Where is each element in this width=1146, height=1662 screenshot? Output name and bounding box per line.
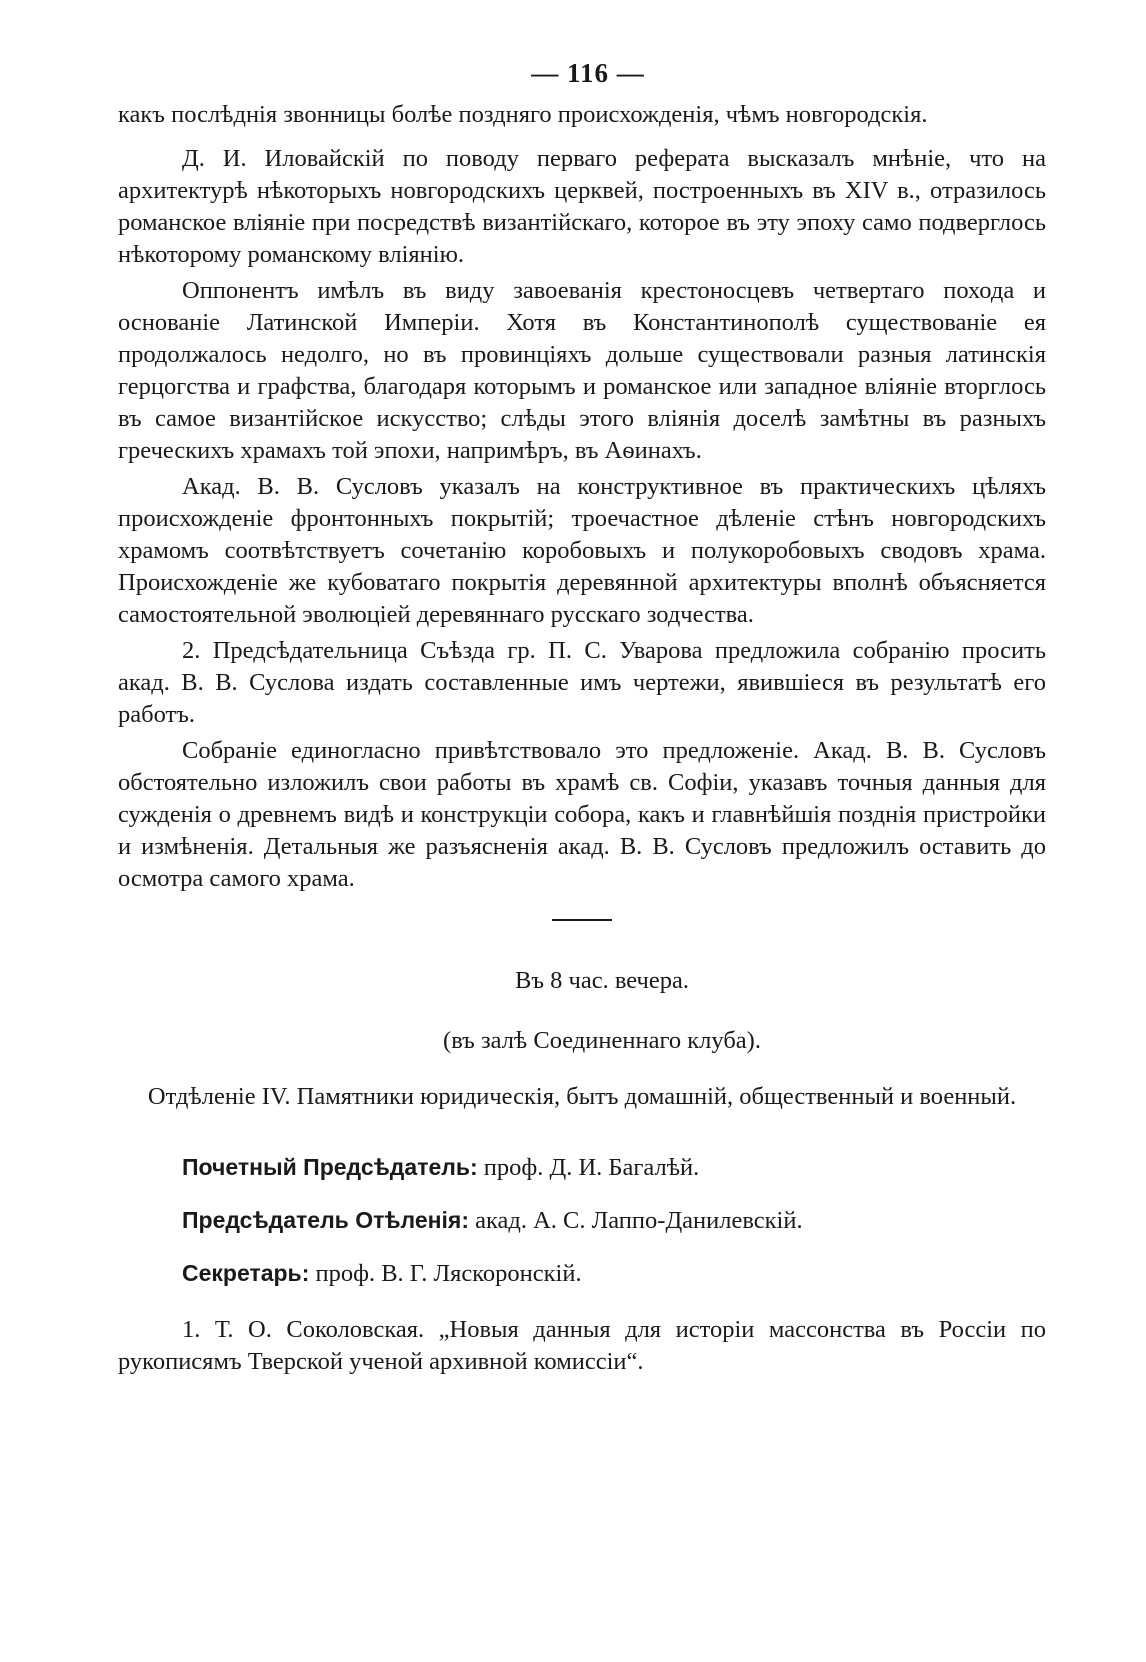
paragraph-opponent: Оппонентъ имѣлъ въ виду завоеванія крестоносцевъ четвертаго похода и основаніе Латинской Имперіи. Хотя въ Константинополѣ существованіе ея продолжалось недолго, но въ провинціяхъ дольше существовали разныя латинскія герцогства и графства, благодаря которымъ и романское или западное вліяніе вторглось въ самое византійское искусство; слѣды этого вліянія доселѣ замѣтны въ разныхъ греческихъ храмахъ той эпохи, напримѣръ, въ Аѳинахъ. <box>118 277 1046 464</box>
paragraph-assembly: Собраніе единогласно привѣтствовало это предложеніе. Акад. В. В. Сусловъ обстоятельно изложилъ свои работы въ храмѣ св. Софіи, указавъ точныя данныя для сужденія о древнемъ видѣ и конструкціи собора, какъ и главнѣйшія позднія пристройки и измѣненія. Детальныя же разъясненія акад. В. В. Сусловъ предложилъ оставить до осмотра самого храма. <box>118 737 1046 892</box>
officer-name: проф. Д. И. Багалѣй. <box>483 1154 700 1181</box>
session-time: Въ 8 час. вечера. <box>515 967 689 994</box>
section-separator <box>552 919 612 921</box>
officer-chair <box>182 1204 1046 1237</box>
officer-name: акад. А. С. Лаппо-Данилевскій. <box>475 1207 803 1234</box>
session-venue: (въ залѣ Соединеннаго клуба). <box>443 1027 761 1054</box>
section-heading: Отдѣленіе IV. Памятники юридическія, бытъ домашній, общественный и военный. <box>147 1083 1017 1110</box>
paragraph-continuation: какъ послѣднія звонницы болѣе поздняго происхожденія, чѣмъ новгородскія. <box>118 101 928 128</box>
officer-name: проф. В. Г. Ляскоронскій. <box>315 1260 582 1287</box>
page-number: — 116 — <box>531 58 645 88</box>
officer-secretary <box>182 1257 1046 1290</box>
paragraph-suslov: Акад. В. В. Сусловъ указалъ на конструктивное въ практическихъ цѣляхъ происхожденіе фронтонныхъ покрытій; троечастное дѣленіе стѣнъ новгородскихъ храмомъ соотвѣтствуетъ сочетанію коробовыхъ и полукоробовыхъ сводовъ храма. Происхожденіе же кубоватаго покрытія деревянной архитектуры вполнѣ объясняется самостоятельной эволюціей деревяннаго русскаго зодчества. <box>118 473 1046 628</box>
officer-role: Предсѣдатель Отѣленія: <box>182 1207 469 1233</box>
paragraph-uvarova: 2. Предсѣдательница Съѣзда гр. П. С. Уварова предложила собранію просить акад. В. В. Суслова издать составленные имъ чертежи, явившіеся въ результатѣ его работъ. <box>118 637 1046 728</box>
officer-role: Секретарь: <box>182 1260 310 1286</box>
officer-honorary-chair <box>182 1151 1046 1184</box>
paragraph-ilovaisky: Д. И. Иловайскій по поводу перваго реферата высказалъ мнѣніе, что на архитектурѣ нѣкоторыхъ новгородскихъ церквей, построенныхъ въ XIV в., отразилось романское вліяніе при посредствѣ византійскаго, которое въ эту эпоху само подверглось нѣкоторому романскому вліянію. <box>118 145 1046 268</box>
officer-role: Почетный Предсѣдатель: <box>182 1154 478 1180</box>
paragraph-report-sokolovskaya: 1. Т. О. Соколовская. „Новыя данныя для исторіи массонства въ Россіи по рукописямъ Тверской ученой архивной комиссіи“. <box>118 1316 1046 1375</box>
